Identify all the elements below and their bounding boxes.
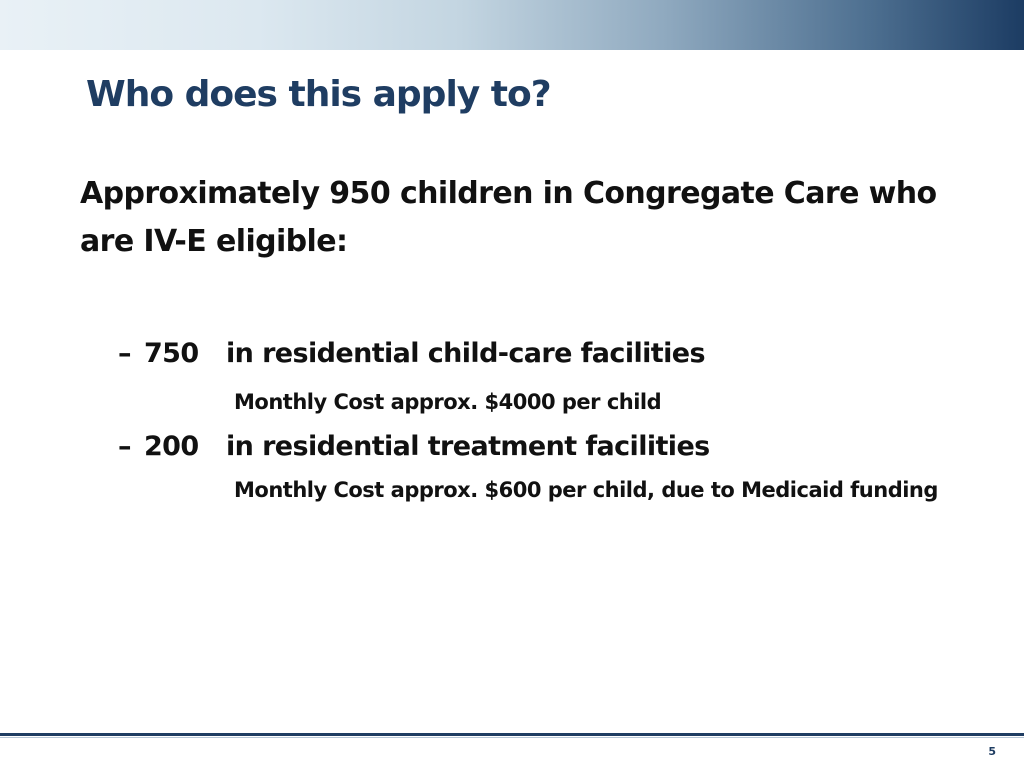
footer-divider-thin xyxy=(0,737,1024,738)
bullet-note-residential-child-care: Monthly Cost approx. $4000 per child xyxy=(234,390,662,414)
bullet-label: in residential treatment facilities xyxy=(226,431,710,462)
bullet-item-residential-child-care xyxy=(118,338,818,374)
page-number: 5 xyxy=(988,745,996,758)
dash-bullet: – xyxy=(118,431,131,462)
bullet-label: in residential child-care facilities xyxy=(226,338,705,369)
bullet-item-residential-treatment xyxy=(118,431,818,467)
header-gradient-band xyxy=(0,0,1024,50)
slide-title: Who does this apply to? xyxy=(86,74,551,115)
lead-statement: Approximately 950 children in Congregate Care who are IV-E eligible: xyxy=(80,176,937,259)
bullet-note-residential-treatment: Monthly Cost approx. $600 per child, due to Medicaid funding xyxy=(234,478,938,502)
dash-bullet: – xyxy=(118,338,131,369)
bullet-count: 750 xyxy=(144,338,199,369)
bullet-count: 200 xyxy=(144,431,199,462)
footer-divider xyxy=(0,733,1024,736)
